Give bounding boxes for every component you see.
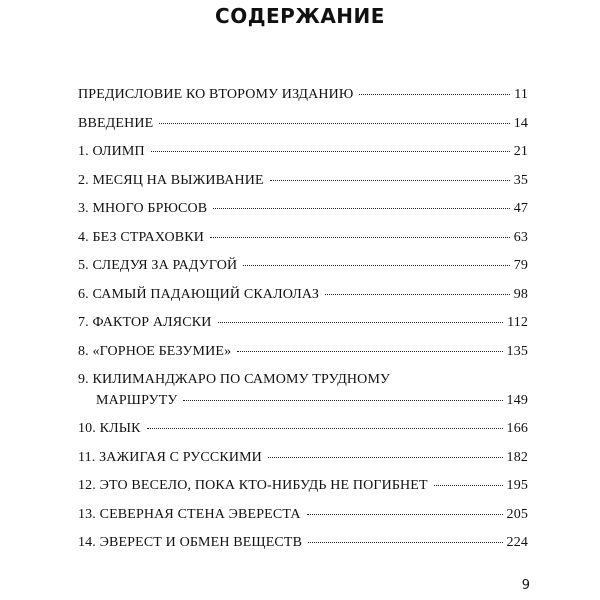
- dot-leader: [325, 294, 510, 295]
- toc-entry-title: ПРЕДИСЛОВИЕ КО ВТОРОМУ ИЗДАНИЮ: [78, 87, 354, 102]
- page-number: 9: [521, 578, 530, 593]
- toc-entry-title: 3. МНОГО БРЮСОВ: [78, 201, 208, 216]
- toc-entry-title: 12. ЭТО ВЕСЕЛО, ПОКА КТО-НИБУДЬ НЕ ПОГИБНЕТ: [78, 478, 428, 493]
- toc-entry-page: 166: [506, 421, 528, 436]
- table-of-contents: [78, 87, 528, 564]
- toc-entry-page: 11: [514, 87, 528, 102]
- dot-leader: [270, 180, 510, 181]
- page-title: СОДЕРЖАНИЕ: [215, 4, 385, 28]
- toc-entry-title: 10. КЛЫК: [78, 421, 141, 436]
- toc-entry-chapter-7: [78, 315, 528, 344]
- dot-leader: [210, 237, 510, 238]
- toc-entry-page: 79: [513, 258, 528, 273]
- toc-entry-title: 13. СЕВЕРНАЯ СТЕНА ЭВЕРЕСТА: [78, 506, 301, 522]
- toc-entry-chapter-3: [78, 201, 528, 230]
- toc-entry-chapter-4: [78, 230, 528, 259]
- toc-entry-title: 1. ОЛИМП: [78, 144, 145, 159]
- toc-entry-page: 195: [506, 478, 528, 493]
- toc-entry-page: 63: [513, 229, 528, 245]
- toc-entry-title: 7. ФАКТОР АЛЯСКИ: [78, 315, 212, 330]
- toc-entry-page: 21: [513, 144, 528, 159]
- toc-entry-chapter-11: [78, 450, 528, 479]
- toc-entry-title: 14. ЭВЕРЕСТ И ОБМЕН ВЕЩЕСТВ: [78, 535, 303, 550]
- dot-leader: [307, 514, 503, 515]
- toc-entry-page: 149: [506, 393, 528, 408]
- dot-leader: [147, 428, 503, 429]
- toc-entry-title: 5. СЛЕДУЯ ЗА РАДУГОЙ: [78, 258, 238, 273]
- toc-entry-title: 4. БЕЗ СТРАХОВКИ: [78, 229, 204, 245]
- dot-leader: [183, 400, 502, 401]
- toc-entry-page: 98: [513, 286, 528, 302]
- dot-leader: [359, 94, 510, 95]
- toc-entry-title: 11. ЗАЖИГАЯ С РУССКИМИ: [78, 449, 262, 465]
- toc-entry-preface: [78, 87, 528, 116]
- toc-entry-page: 14: [513, 115, 528, 131]
- toc-entry-title: 6. САМЫЙ ПАДАЮЩИЙ СКАЛОЛАЗ: [78, 286, 319, 302]
- toc-entry-chapter-6: [78, 287, 528, 316]
- toc-entry-chapter-12: [78, 478, 528, 507]
- toc-entry-chapter-5: [78, 258, 528, 287]
- toc-entry-title: 2. МЕСЯЦ НА ВЫЖИВАНИЕ: [78, 172, 264, 188]
- dot-leader: [218, 322, 504, 323]
- toc-entry-page: 205: [506, 506, 528, 522]
- toc-entry-chapter-8: [78, 344, 528, 373]
- dot-leader: [159, 123, 509, 124]
- toc-entry-title-continuation: МАРШРУТУ: [96, 393, 178, 408]
- toc-entry-title: ВВЕДЕНИЕ: [78, 115, 154, 131]
- toc-entry-page: 135: [506, 343, 528, 359]
- dot-leader: [237, 351, 502, 352]
- toc-entry-page: 182: [506, 449, 528, 465]
- toc-entry-chapter-10: [78, 421, 528, 450]
- toc-entry-page: 35: [513, 172, 528, 188]
- dot-leader: [308, 542, 502, 543]
- toc-entry-page: 112: [507, 315, 528, 330]
- toc-entry-chapter-9: [78, 372, 528, 421]
- toc-entry-introduction: [78, 116, 528, 145]
- toc-entry-page: 224: [506, 535, 528, 550]
- toc-entry-chapter-2: [78, 173, 528, 202]
- toc-entry-chapter-1: [78, 144, 528, 173]
- toc-entry-chapter-13: [78, 507, 528, 536]
- dot-leader: [151, 151, 510, 152]
- dot-leader: [434, 485, 503, 486]
- toc-entry-title: 9. КИЛИМАНДЖАРО ПО САМОМУ ТРУДНОМУ: [78, 372, 391, 387]
- dot-leader: [243, 265, 509, 266]
- toc-entry-title: 8. «ГОРНОЕ БЕЗУМИЕ»: [78, 343, 232, 359]
- toc-entry-chapter-14: [78, 535, 528, 564]
- dot-leader: [268, 457, 503, 458]
- toc-entry-page: 47: [513, 201, 528, 216]
- dot-leader: [213, 208, 509, 209]
